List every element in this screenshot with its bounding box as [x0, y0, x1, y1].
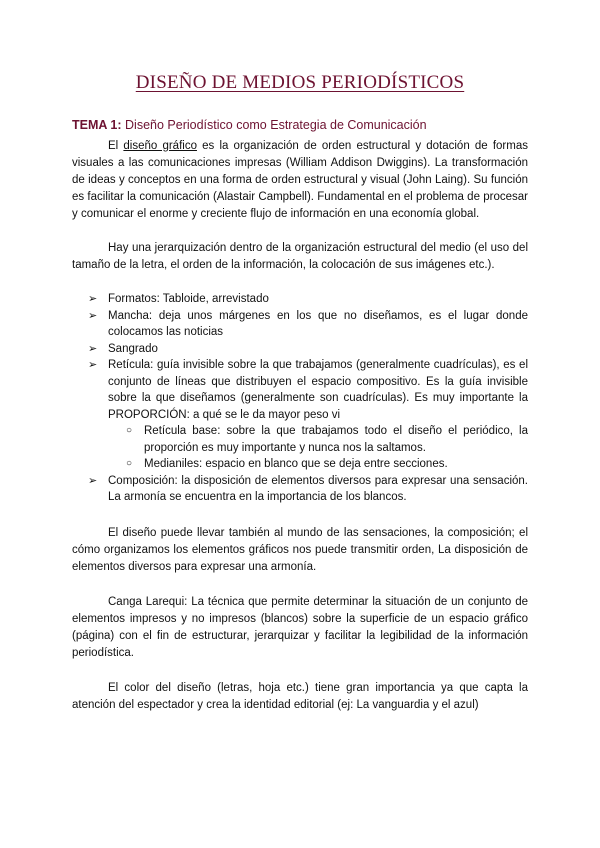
sub-list-item: [108, 456, 528, 473]
arrow-bullet-icon: ➢: [88, 359, 98, 371]
section-heading: [72, 118, 427, 132]
arrow-bullet-icon: ➢: [88, 309, 98, 322]
sub-list-item-text: Medianiles: espacio en blanco que se deja entre secciones.: [144, 458, 448, 470]
sub-list-item: [108, 423, 528, 456]
list-item-text: Formatos: Tabloide, arrevistado: [108, 293, 269, 305]
sub-list-item-text: Retícula base: sobre la que trabajamos todo el diseño el periódico, la proporción es muy importante y nunca nos la saltamos.: [144, 425, 528, 454]
arrow-bullet-icon: ➢: [88, 474, 98, 487]
underlined-term: diseño gráfico: [123, 139, 197, 152]
list-item-text: Retícula: guía invisible sobre la que trabajamos (generalmente cuadrículas), es el conjunto de líneas que distribuyen el espacio compositivo. Es la guía invisible sobre la que diseñamos (generalmente son cuadrículas). Es muy importante la PROPORCIÓN: a qué se le da mayor peso vi: [108, 359, 528, 421]
section-label: TEMA 1:: [72, 118, 122, 132]
section-title: Diseño Periodístico como Estrategia de Comunicación: [125, 118, 427, 132]
paragraph-body: es la organización de orden estructural y dotación de formas visuales a las comunicaciones impresas (William Addison Dwiggins). La transformación de ideas y conceptos en una forma de orden estructural y visual (John Laing). Su función es facilitar la comunicación (Alastair Campbell). Fundamental en el problema de procesar y comunicar el enorme y creciente flujo de información en una economía global.: [72, 139, 528, 220]
paragraph-prefix: El: [108, 139, 124, 152]
bullet-list: [72, 291, 528, 506]
sub-list: [108, 423, 528, 473]
list-item-text: Mancha: deja unos márgenes en los que no diseñamos, es el lugar donde colocamos las noticias: [108, 309, 528, 338]
list-item: [72, 308, 528, 341]
list-item: [72, 341, 528, 358]
list-item: [72, 473, 528, 506]
circle-bullet-icon: ○: [126, 458, 133, 469]
list-item: [72, 357, 528, 473]
list-item: [72, 291, 528, 308]
paragraph-hierarchy: Hay una jerarquización dentro de la organización estructural del medio (el uso del tamaño de la letra, el orden de la información, la colocación de sus imágenes etc.).: [72, 241, 528, 271]
paragraph-sensations: El diseño puede llevar también al mundo de las sensaciones, la composición; el cómo organizamos los elementos gráficos nos puede transmitir orden, La disposición de elementos diversos para expresar una armonía.: [72, 526, 528, 573]
circle-bullet-icon: ○: [126, 425, 133, 436]
arrow-bullet-icon: ➢: [88, 293, 98, 305]
paragraph-canga-larequi: Canga Larequi: La técnica que permite determinar la situación de un conjunto de elementos impresos y no impresos (blancos) sobre la superficie de un espacio gráfico (página) con el fin de estructurar, jerarquizar y facilitar la legibilidad de la información periodística.: [72, 595, 528, 659]
paragraph-definition: [72, 138, 528, 223]
list-item-text: Sangrado: [108, 342, 158, 355]
document-title: DISEÑO DE MEDIOS PERIODÍSTICOS: [135, 72, 465, 93]
list-item-text: Composición: la disposición de elementos diversos para expresar una sensación. La armonía se encuentra en la importancia de los blancos.: [108, 474, 528, 503]
arrow-bullet-icon: ➢: [88, 342, 98, 355]
paragraph-color: El color del diseño (letras, hoja etc.) tiene gran importancia ya que capta la atención del espectador y crea la identidad editorial (ej: La vanguardia y el azul): [72, 681, 528, 711]
